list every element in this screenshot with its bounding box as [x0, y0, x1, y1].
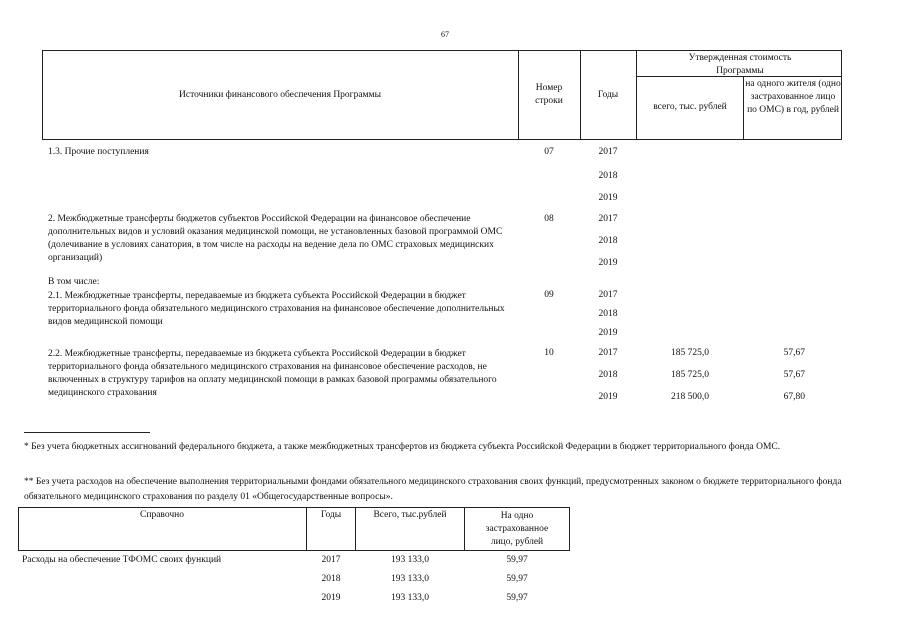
row-number: 10 — [544, 348, 554, 358]
row-source: 1.3. Прочие поступления — [48, 147, 149, 157]
ref-header-label: Справочно — [140, 510, 184, 520]
row-per-resident: 67,80 — [783, 392, 805, 402]
ref-row-per-person: 59,97 — [506, 555, 528, 565]
ref-row-total: 193 133,0 — [391, 574, 429, 584]
footnote-2: ** Без учета расходов на обеспечение выполнения территориальными фондами обязательного медицинского страхования своих функций, предусмотренных законом о бюджете территориального фонда обязательного медицинского страхования по разделу 01 «Общегосударственные вопросы». — [24, 477, 842, 502]
row-year: 2018 — [598, 309, 618, 319]
header-approved-cost: Утвержденная стоимость Программы — [688, 53, 792, 76]
row-year: 2019 — [598, 392, 618, 402]
row-number: 08 — [544, 214, 554, 224]
row-total: 185 725,0 — [671, 370, 709, 380]
row-source: 2. Межбюджетные трансферты бюджетов субъектов Российской Федерации на финансовое обеспечение дополнительных видов и условий оказания медицинской помощи, не установленных базовой программой ОМС (долечивание в условиях санатория, в том числе на расходы на ведение дела по ОМС страховых медицинских организаций) — [48, 214, 503, 263]
footnote-separator — [24, 432, 150, 433]
row-per-resident: 57,67 — [783, 370, 805, 380]
ref-row-label: Расходы на обеспечение ТФОМС своих функций — [22, 555, 222, 565]
row-number: 09 — [544, 290, 554, 300]
row-total: 185 725,0 — [671, 348, 709, 358]
row-year: 2018 — [598, 370, 618, 380]
row-year: 2018 — [598, 236, 618, 246]
row-source: 2.2. Межбюджетные трансферты, передаваемые из бюджета субъекта Российской Федерации в бюджет территориального фонда обязательного медицинского страхования на финансовое обеспечение расходов, не включенных в структуру тарифов на оплату медицинской помощи в рамках базовой программы обязательного медицинского страхования — [48, 349, 497, 398]
header-total: всего, тыс. рублей — [653, 102, 727, 112]
row-year: 2019 — [598, 193, 618, 203]
page-number: 67 — [441, 30, 449, 39]
row-per-resident: 57,67 — [783, 348, 805, 358]
header-row-number: Номер строки — [535, 83, 563, 106]
row-year: 2017 — [598, 214, 618, 224]
footnote-1: * Без учета бюджетных ассигнований федерального бюджета, а также межбюджетных трансфертов из бюджета субъекта Российской Федерации в бюджет территориального фонда ОМС. — [24, 442, 781, 452]
header-sources: Источники финансового обеспечения Программы — [179, 90, 381, 100]
row-prefix: В том числе: — [48, 277, 100, 287]
ref-header-years: Годы — [320, 510, 342, 520]
row-year: 2017 — [598, 290, 618, 300]
ref-header-per-person: На одно застрахованное лицо, рублей — [485, 511, 549, 547]
ref-row-year: 2017 — [321, 555, 341, 565]
row-number: 07 — [544, 147, 554, 157]
ref-row-per-person: 59,97 — [506, 574, 528, 584]
ref-row-total: 193 133,0 — [391, 593, 429, 603]
ref-row-year: 2019 — [321, 593, 341, 603]
ref-header-total: Всего, тыс.рублей — [373, 510, 447, 520]
ref-row-total: 193 133,0 — [391, 555, 429, 565]
header-bottom-border — [42, 139, 842, 140]
row-year: 2018 — [598, 171, 618, 181]
row-year: 2017 — [598, 348, 618, 358]
row-year: 2019 — [598, 258, 618, 268]
row-source: 2.1. Межбюджетные трансферты, передаваемые из бюджета субъекта Российской Федерации в бюджет территориального фонда обязательного медицинского страхования на финансовое обеспечение дополнительных видов медицинской помощи — [48, 291, 505, 327]
header-top-border — [42, 50, 842, 51]
row-year: 2017 — [598, 147, 618, 157]
header-years: Годы — [597, 90, 619, 100]
ref-row-per-person: 59,97 — [506, 593, 528, 603]
row-total: 218 500,0 — [671, 392, 709, 402]
header-per-resident: на одного жителя (одно застрахованное лицо по ОМС) в год, рублей — [745, 79, 841, 115]
row-year: 2019 — [598, 328, 618, 338]
ref-row-year: 2018 — [321, 574, 341, 584]
